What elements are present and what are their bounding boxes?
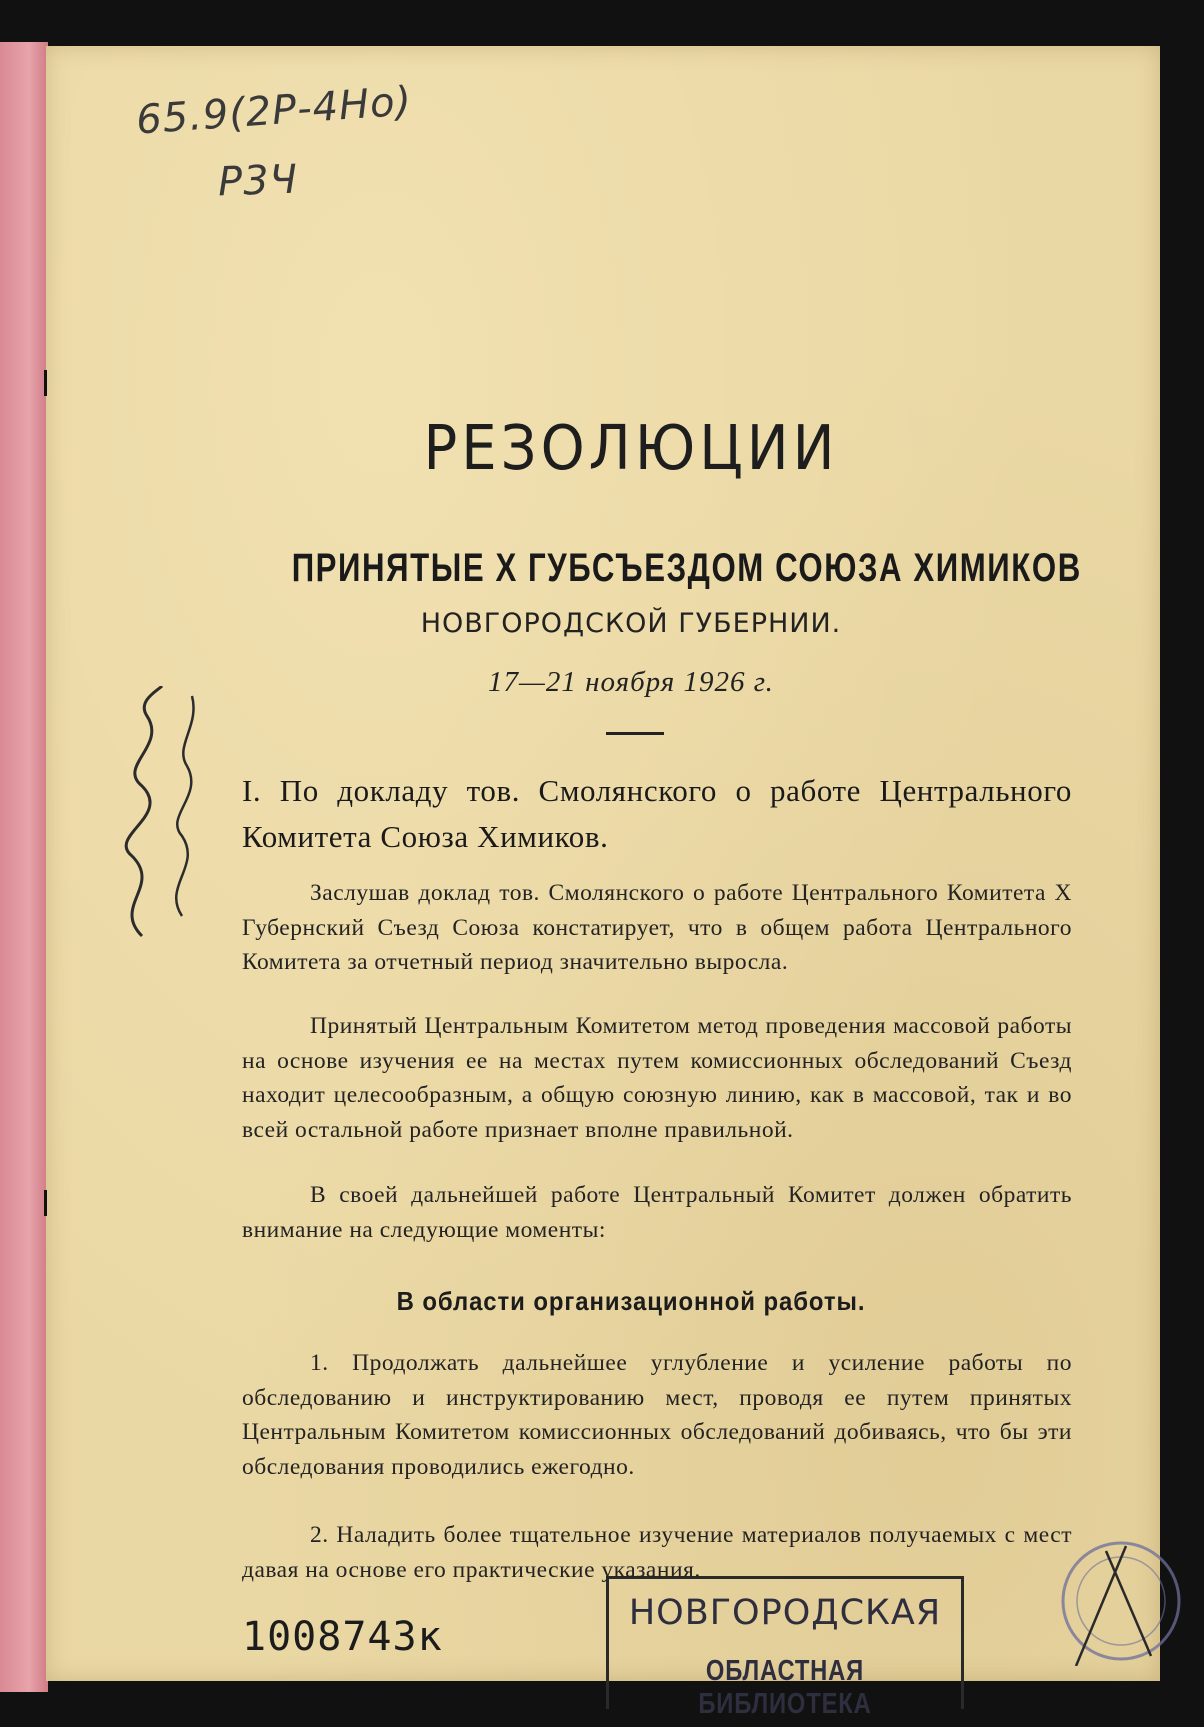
document-body xyxy=(196,46,1082,1646)
page-edge-mark xyxy=(44,1190,47,1216)
page-edge-mark xyxy=(44,370,47,396)
document-region: НОВГОРОДСКОЙ ГУБЕРНИИ. xyxy=(420,608,842,639)
title-divider xyxy=(606,732,664,735)
list-item: 1. Продолжать дальнейшее углубление и усиление работы по обследованию и инструктированию мест, проводя ее путем принятых Центральным Комитетом комиссионных обследований добиваясь, что бы эти обследования проводились ежегодно. xyxy=(242,1350,1072,1480)
handwritten-shelf-code: 65.9(2Р-4Но) xyxy=(134,78,414,144)
document-dates: 17—21 ноября 1926 г. xyxy=(488,666,774,698)
round-library-stamp xyxy=(1056,1536,1186,1666)
subsection-heading: В области организационной работы. xyxy=(396,1286,866,1316)
document-title: РЕЗОЛЮЦИИ xyxy=(423,412,839,485)
document-subtitle: ПРИНЯТЫЕ Х ГУБСЪЕЗДОМ СОЮЗА ХИМИКОВ xyxy=(291,546,1082,590)
stamp-line-2: ОБЛАСТНАЯ БИБЛИОТЕКА xyxy=(698,1655,872,1720)
paragraph: В своей дальнейшей работе Центральный Комитет должен обратить внимание на следующие моменты: xyxy=(242,1182,1072,1243)
section-heading: I. По докладу тов. Смолянского о работе Центрального Комитета Союза Химиков. xyxy=(242,773,1072,854)
handwritten-author-mark: Р3Ч xyxy=(217,156,299,206)
list-item: 2. Наладить более тщательное изучение материалов получаемых с мест давая на основе его практические указания. xyxy=(242,1522,1072,1583)
pink-binding-strip xyxy=(0,42,48,1692)
paragraph: Заслушав доклад тов. Смолянского о работе Центрального Комитета Х Губернский Съезд Союза констатирует, что в общем работа Центрального Комитета за отчетный период значительно выросла. xyxy=(242,880,1072,975)
inventory-number: 1008743к xyxy=(242,1614,443,1660)
stamp-line-1: НОВГОРОДСКАЯ xyxy=(628,1593,942,1633)
paragraph: Принятый Центральным Комитетом метод проведения массовой работы на основе изучения ее на местах путем комиссионных обследований Съезд находит целесообразным, а общую союзную линию, как в массовой, так и во всей остальной работе признает вполне правильной. xyxy=(242,1013,1072,1143)
